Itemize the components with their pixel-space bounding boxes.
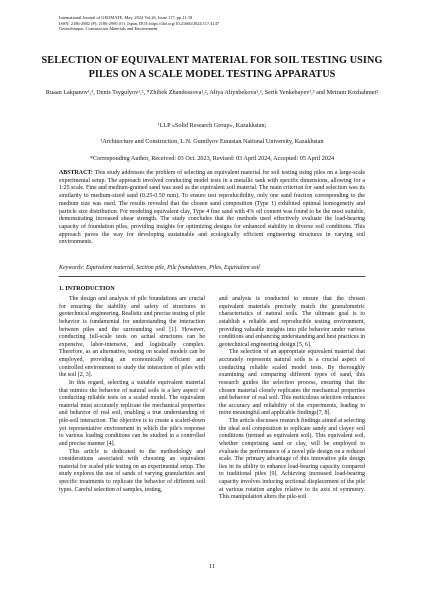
paragraph: and analysis is conducted to ensure that the chosen equivalent materials precisely match the granulometric characteristics of natural soils. The ultimate goal is to establish a reliable and reproducible testing environment, providing valuable insights into pile behavior under various conditions and enhancing understanding and best practices in geotechnical engineering design [5, 6]. [219, 296, 365, 348]
left-column [59, 296, 205, 494]
section-divider [59, 276, 365, 277]
paragraph: The article discusses research findings aimed at selecting the ideal soil composition to replicate sandy and clayey soil conditions (termed as equivalent soil). This equivalent soil, whether comprising sand or clay, will be employed to evaluate the performance of a novel pile design on a reduced scale. The primary advantage of this innovative pile design lies in its ability to enhance load-bearing capacity compared to traditional piles [9]. Achieving increased load-bearing capacity involves inducing sectional displacement of the pile at various rotation angles relative to its axis of symmetry. This manipulation alters the pile-soil [219, 418, 365, 501]
section-heading-introduction: 1. INTRODUCTION [59, 285, 115, 292]
corresponding-author-dates: *Corresponding Author, Received: 03 Oct. 2023, Revised: 03 April 2024, Accepted: 05 April 2024 [89, 155, 335, 162]
abstract [59, 170, 365, 247]
abstract-text: This study addresses the problem of selecting an equivalent material for soil testing using piles on a large-scale experimental setup. The approach involved conducting model tests in a metallic tank with specific dimensions, allowing for a 1:25 scale. Fine and medium-grained sand was used as the equivalent soil material. The main criterion for sand selection was its similarity to medium-sized sand (0.25-0.50 mm). To ensure test reproducibility, only one sand fraction corresponding to the medium size was used. The results revealed that the chosen sand composition (Type 1) exhibited optimal homogeneity and particle size distribution. For modeling equivalent clay, Type 4 fine sand with 4% oil content was found to be the most suitable, demonstrating increased shear strength. The study concludes that the methods used effectively evaluate the load-bearing capacity of foundation piles, providing insights for optimizing designs for enhanced stability in diverse soil conditions. This approach paves the way for developing sustainable and ecologically efficient engineering structures in varying soil environments. [59, 170, 365, 246]
affiliation-1: ¹LLP «Solid Research Group», Kazakhstan; [157, 122, 267, 129]
paragraph: In this regard, selecting a suitable equivalent material that mimics the behavior of natural soils is a key aspect of conducting reliable tests on a scaled model. The equivalent material must accurately replicate the mechanical properties and behavior of real soil, enabling a true understanding of pile-soil interaction. The objective is to create a scaled-down yet representative environment in which the pile's response to various loading conditions can be studied in a controlled and precise manner [4]. [59, 379, 205, 447]
journal-issn-doi: ISSN: 2186-2982 (P), 2186-2990 (O), Japan, DOI: https://doi.org/10.21660/2024.117.4147 [59, 20, 220, 26]
journal-header [59, 15, 259, 32]
author-list: Ruaan Lakpanov¹,², Denis Tsygulyov¹,², *Zhibek Zhandossova¹,², Aliya Altynbekova¹,², Serik Yenkebayev¹,² and Meiram Kozhahmet² [45, 89, 379, 96]
right-column [219, 296, 365, 502]
journal-section: Geotechnique, Construction Materials and Environment [59, 26, 158, 32]
page-number: 11 [208, 563, 216, 570]
paper-title: SELECTION OF EQUIVALENT MATERIAL FOR SOIL TESTING USING PILES ON A SCALE MODEL TESTING APPARATUS [41, 55, 383, 80]
journal-citation: International Journal of GEOMATE, May, 2024 Vol.26, Issue 117, pp.11-18 [59, 15, 193, 20]
paragraph: The design and analysis of pile foundations are crucial for ensuring the stability and safety of structures in geotechnical engineering. Realistic and precise testing of pile behavior is fundamental for understanding the interaction between piles and the surrounding soil [1]. However, conducting full-scale tests on actual structures can be expensive, labor-intensive, and logistically complex. Therefore, as an alternative, testing on scaled models can be employed, providing an economically efficient and controlled environment to study the interaction of piles with the soil [2, 3]. [59, 296, 205, 379]
paragraph: This article is dedicated to the methodology and considerations associated with choosing an equivalent material for scaled pile testing on an experimental setup. The study explores the use of sands of varying granularities and specific treatments to replicate the behavior of different soil types. Careful selection of samples, testing, [59, 448, 205, 493]
paragraph: The selection of an appropriate equivalent material that accurately represents natural soils is a crucial aspect of conducting reliable scaled model tests. By thoroughly examining and comparing different types of sand, this research guides the selection process, ensuring that the chosen material closely replicates the mechanical properties and behavior of real soil. This meticulous selection enhances the accuracy and reliability of the experiments, leading to more meaningful and applicable findings[7, 8]. [219, 349, 365, 417]
abstract-label: ABSTRACT: [59, 170, 93, 176]
keywords: Keywords: Equivalent material, Section pile, Pile foundations, Piles, Equivalent soil [59, 265, 260, 271]
affiliation-2: ²Architecture and Construction, L.N. Gumilyov Eurasian National University, Kazakhstan [100, 138, 324, 145]
